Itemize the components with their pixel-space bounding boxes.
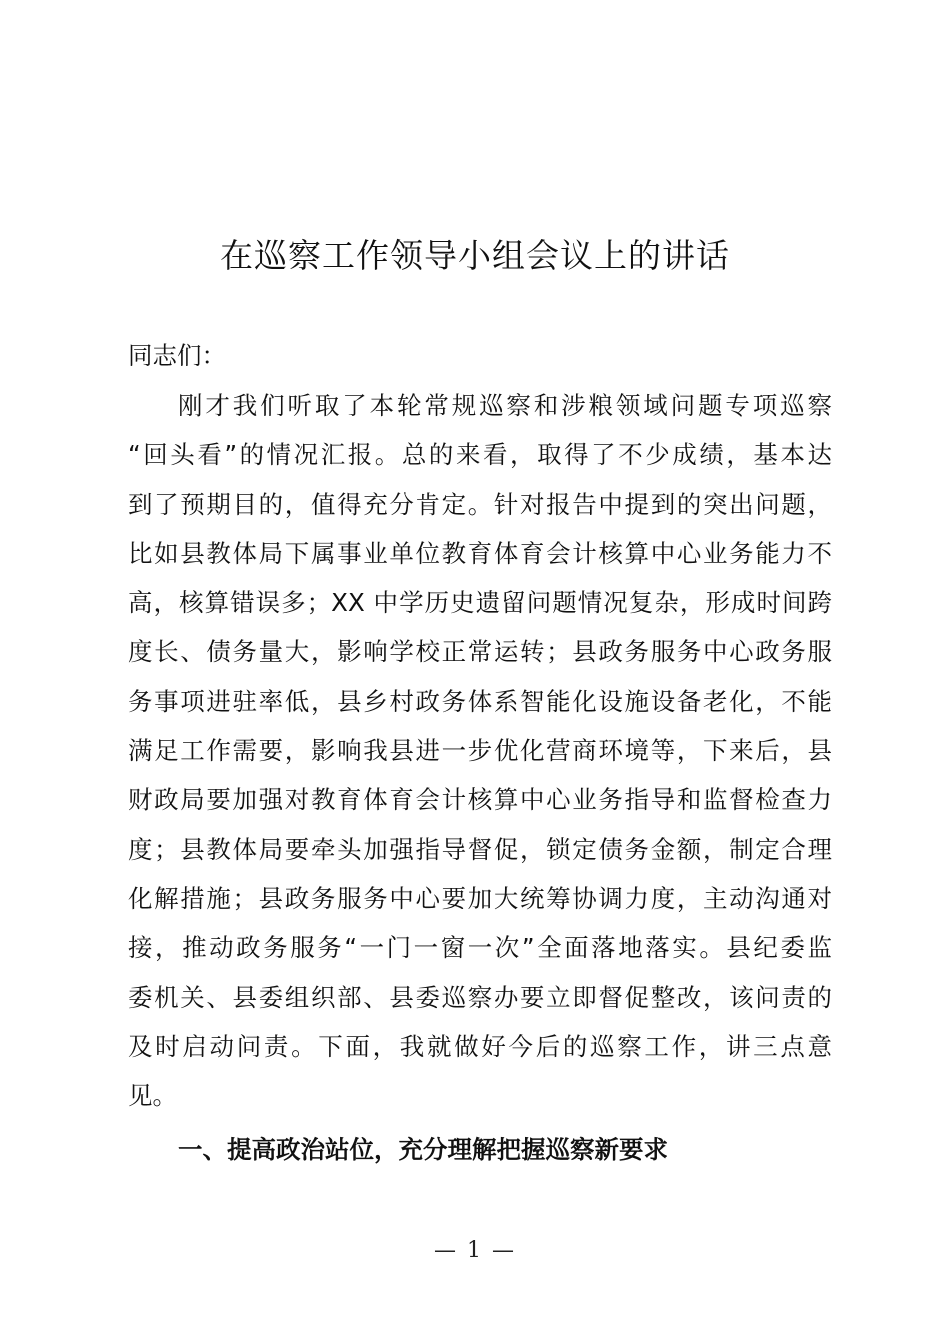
paragraph-line: 及时启动问责。下面，我就做好今后的巡察工作，讲三点意 bbox=[128, 1031, 832, 1061]
paragraph-line: 高，核算错误多；XX 中学历史遗留问题情况复杂，形成时间跨 bbox=[128, 588, 832, 618]
paragraph-line: 度长、债务量大，影响学校正常运转；县政务服务中心政务服 bbox=[128, 637, 832, 667]
paragraph-line: 度；县教体局要牵头加强指导督促，锁定债务金额，制定合理 bbox=[128, 834, 832, 864]
paragraph-line: “回头看”的情况汇报。总的来看，取得了不少成绩，基本达 bbox=[128, 440, 832, 470]
paragraph-line: 满足工作需要，影响我县进一步优化营商环境等，下来后，县 bbox=[128, 736, 832, 766]
paragraph-line: 委机关、县委组织部、县委巡察办要立即督促整改，该问责的 bbox=[128, 982, 832, 1012]
section-heading: 一、提高政治站位，充分理解把握巡察新要求 bbox=[178, 1135, 668, 1164]
salutation: 同志们： bbox=[128, 341, 226, 370]
paragraph-line: 财政局要加强对教育体育会计核算中心业务指导和监督检查力 bbox=[128, 785, 832, 815]
page-number: — 1 — bbox=[434, 1238, 516, 1263]
paragraph-line: 到了预期目的，值得充分肯定。针对报告中提到的突出问题， bbox=[128, 489, 832, 519]
paragraph-line: 化解措施；县政务服务中心要加大统筹协调力度，主动沟通对 bbox=[128, 883, 832, 913]
body-paragraph bbox=[128, 384, 832, 1123]
paragraph-line: 见。 bbox=[128, 1081, 177, 1111]
document-title: 在巡察工作领导小组会议上的讲话 bbox=[220, 236, 730, 275]
paragraph-line: 刚才我们听取了本轮常规巡察和涉粮领域问题专项巡察 bbox=[178, 391, 832, 420]
paragraph-line: 比如县教体局下属事业单位教育体育会计核算中心业务能力不 bbox=[128, 538, 832, 568]
paragraph-line: 务事项进驻率低，县乡村政务体系智能化设施设备老化，不能 bbox=[128, 686, 832, 716]
paragraph-line: 接，推动政务服务“一门一窗一次”全面落地落实。县纪委监 bbox=[128, 933, 832, 963]
